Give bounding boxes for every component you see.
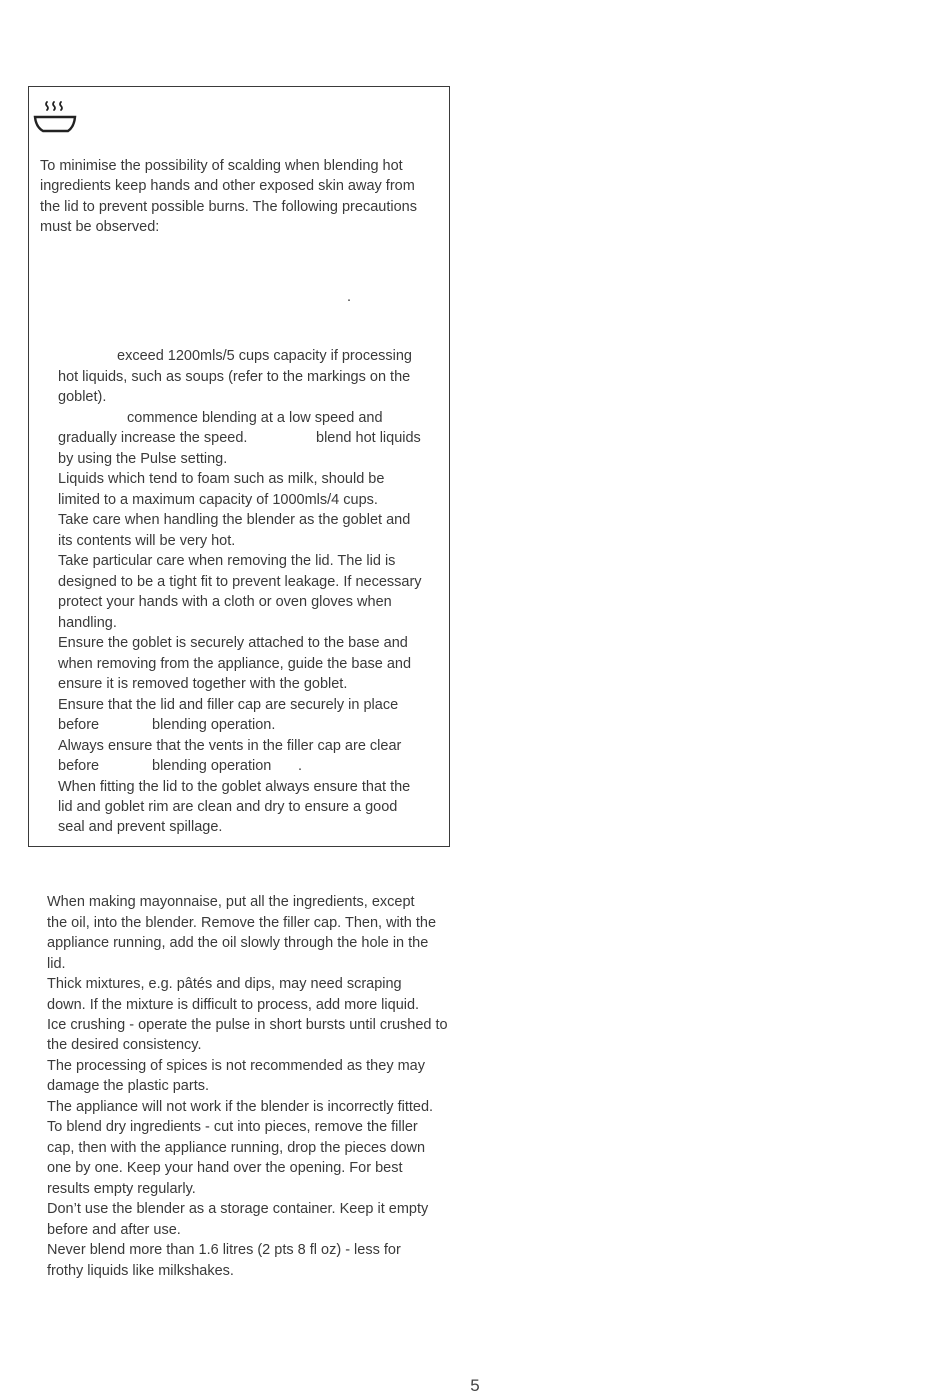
precaution-line: blend hot liquids [316,430,421,446]
tip-line: When making mayonnaise, put all the ingredients, except [47,894,415,910]
precaution-line: exceed 1200mls/5 cups capacity if processing [117,348,412,364]
tip-line: The processing of spices is not recommended as they may [47,1058,425,1074]
tip-line: cap, then with the appliance running, drop the pieces down [47,1140,426,1156]
precaution-line: Always ensure that the vents in the filler cap are clear [58,738,402,754]
tip-line: appliance running, add the oil slowly through the hole in the [47,935,429,951]
precaution-line: when removing from the appliance, guide the base and [58,656,412,672]
precaution-line: lid and goblet rim are clean and dry to ensure a good [58,799,398,815]
tip-line: Thick mixtures, e.g. pâtés and dips, may need scraping [47,976,402,992]
intro-line: ingredients keep hands and other exposed skin away from [40,178,415,194]
precaution-line: limited to a maximum capacity of 1000mls/4 cups. [58,492,378,508]
intro-line: To minimise the possibility of scalding when blending hot [40,158,403,174]
precaution-line: before [58,758,100,774]
tip-line: Never blend more than 1.6 litres (2 pts 8 fl oz) - less for [47,1242,401,1258]
hot-bowl-icon [33,99,79,139]
tip-line: the desired consistency. [47,1037,202,1053]
precaution-line: Liquids which tend to foam such as milk, should be [58,471,385,487]
precaution-line: seal and prevent spillage. [58,819,223,835]
precaution-line: blending operation. [152,717,276,733]
precaution-line: gradually increase the speed. [58,430,248,446]
precaution-line: goblet). [58,389,107,405]
precaution-line: Ensure the goblet is securely attached to the base and [58,635,408,651]
precaution-line: designed to be a tight fit to prevent leakage. If necessary [58,574,422,590]
intro-line: the lid to prevent possible burns. The following precautions [40,199,417,215]
page-number: 5 [470,1376,480,1395]
precaution-line: its contents will be very hot. [58,533,236,549]
intro-line: must be observed: [40,219,160,235]
precaution-line: When fitting the lid to the goblet always ensure that the [58,779,411,795]
precaution-line: handling. [58,615,117,631]
precaution-line: ensure it is removed together with the goblet. [58,676,348,692]
precaution-line: Ensure that the lid and filler cap are securely in place [58,697,399,713]
precaution-line: . [298,758,303,774]
precaution-line: commence blending at a low speed and [127,410,383,426]
tip-line: Don’t use the blender as a storage container. Keep it empty [47,1201,429,1217]
tip-line: down. If the mixture is difficult to process, add more liquid. [47,997,420,1013]
tip-line: results empty regularly. [47,1181,196,1197]
tip-line: the oil, into the blender. Remove the filler cap. Then, with the [47,915,437,931]
tip-line: before and after use. [47,1222,181,1238]
precaution-line: hot liquids, such as soups (refer to the markings on the [58,369,411,385]
precaution-line: before [58,717,100,733]
precaution-line: Take care when handling the blender as the goblet and [58,512,411,528]
tip-line: frothy liquids like milkshakes. [47,1263,234,1279]
stray-dot: . [347,289,352,305]
tip-line: damage the plastic parts. [47,1078,210,1094]
tip-line: one by one. Keep your hand over the opening. For best [47,1160,403,1176]
tip-line: The appliance will not work if the blender is incorrectly fitted. [47,1099,434,1115]
tip-line: lid. [47,956,66,972]
precaution-line: blending operation [152,758,272,774]
tip-line: To blend dry ingredients - cut into pieces, remove the filler [47,1119,418,1135]
precaution-line: protect your hands with a cloth or oven gloves when [58,594,392,610]
tip-line: Ice crushing - operate the pulse in short bursts until crushed to [47,1017,448,1033]
precaution-line: by using the Pulse setting. [58,451,228,467]
precaution-line: Take particular care when removing the lid. The lid is [58,553,396,569]
